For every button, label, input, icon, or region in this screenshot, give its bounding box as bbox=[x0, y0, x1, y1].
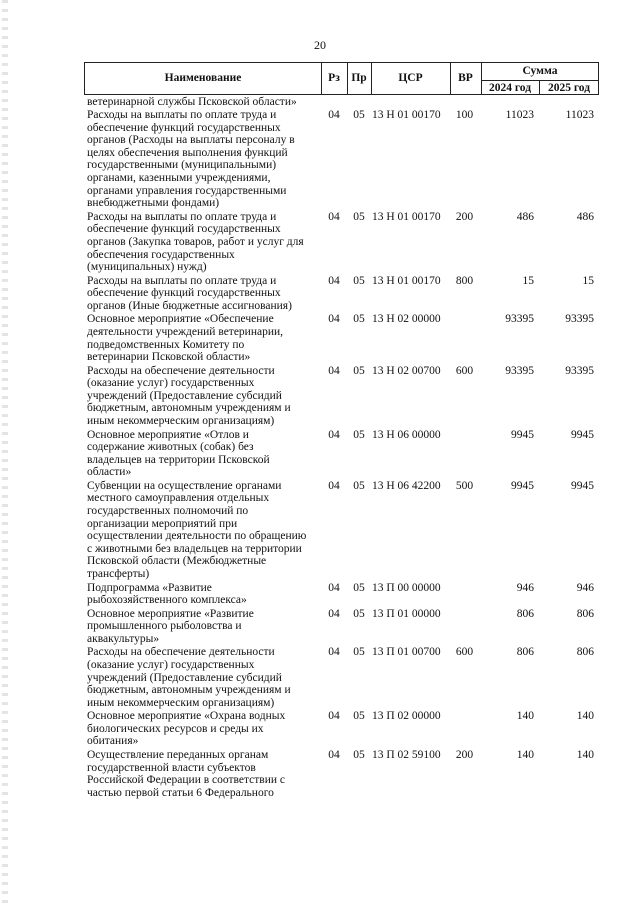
row-pr: 05 bbox=[353, 581, 365, 594]
row-name bbox=[87, 429, 319, 479]
row-sum-2025: 140 bbox=[576, 710, 594, 723]
row-name-line: (оказание услуг) государственных bbox=[87, 377, 255, 390]
row-name-line: органов (Расходы на выплаты персоналу в bbox=[87, 134, 295, 147]
row-name-line: Осуществление переданных органам bbox=[87, 749, 269, 761]
row-sum-2024: 15 bbox=[522, 274, 534, 287]
row-name-line: ветеринарии Псковской области» bbox=[87, 351, 251, 364]
row-name-line: Расходы на выплаты по оплате труда и bbox=[87, 109, 277, 122]
row-name-line: области» bbox=[87, 466, 132, 479]
row-name-line: иным некоммерческим организациям) bbox=[87, 696, 275, 709]
row-rz: 04 bbox=[328, 210, 340, 223]
row-pr: 05 bbox=[353, 210, 365, 223]
table-header bbox=[84, 62, 599, 95]
header-2024: 2024 год bbox=[488, 82, 532, 94]
row-name bbox=[87, 646, 319, 709]
row-name-line: Российской Федерации в соответствии с bbox=[87, 774, 285, 787]
row-sum-2025: 93395 bbox=[565, 364, 594, 377]
row-name-line: Субвенции на осуществление органами bbox=[87, 479, 282, 492]
row-name-line: Расходы на обеспечение деятельности bbox=[87, 364, 275, 377]
row-name-line: аквакультуры» bbox=[87, 632, 160, 645]
row-rz: 04 bbox=[328, 428, 340, 441]
row-pr: 05 bbox=[353, 109, 365, 122]
row-name-line: рыбохозяйственного комплекса» bbox=[87, 594, 247, 607]
row-sum-2024: 806 bbox=[516, 646, 534, 659]
row-csr: 13 П 00 00000 bbox=[372, 581, 441, 594]
row-sum-2025: 140 bbox=[576, 749, 594, 761]
row-name bbox=[87, 313, 319, 363]
row-rz: 04 bbox=[328, 581, 340, 594]
header-pr: Пр bbox=[351, 72, 367, 84]
row-csr: 13 Н 01 00170 bbox=[372, 274, 441, 287]
row-name-line: подведомственных Комитету по bbox=[87, 338, 245, 351]
row-csr: 13 Н 06 00000 bbox=[372, 428, 441, 441]
header-sum: Сумма bbox=[522, 65, 558, 77]
row-pr: 05 bbox=[353, 749, 365, 761]
row-vr: 500 bbox=[455, 479, 474, 492]
row-name bbox=[87, 275, 319, 313]
row-pr: 05 bbox=[353, 313, 365, 326]
row-name-line: обеспечение функций государственных bbox=[87, 223, 281, 236]
row-pr: 05 bbox=[353, 607, 365, 620]
row-vr: 600 bbox=[455, 364, 474, 377]
row-name bbox=[87, 582, 319, 607]
page-number: 20 bbox=[314, 38, 326, 52]
row-sum-2025: 93395 bbox=[565, 313, 594, 326]
row-name bbox=[87, 365, 319, 428]
row-name bbox=[87, 749, 319, 799]
row-sum-2025: 806 bbox=[576, 607, 594, 620]
row-pr: 05 bbox=[353, 274, 365, 287]
row-name bbox=[87, 710, 319, 748]
row-sum-2025: 486 bbox=[576, 210, 594, 223]
row-name-line: Основное мероприятие «Охрана водных bbox=[87, 710, 286, 723]
row-vr: 200 bbox=[455, 749, 474, 761]
row-csr: 13 П 02 59100 bbox=[372, 749, 441, 761]
row-pr: 05 bbox=[353, 646, 365, 659]
row-csr: 13 Н 01 00170 bbox=[372, 109, 441, 122]
row-name-line: ветеринарной службы Псковской области» bbox=[87, 96, 297, 108]
row-name-line: Расходы на выплаты по оплате труда и bbox=[87, 210, 277, 223]
row-name-line: осуществлении деятельности по обращению bbox=[87, 530, 307, 543]
row-rz: 04 bbox=[328, 364, 340, 377]
row-sum-2025: 9945 bbox=[571, 479, 594, 492]
row-rz: 04 bbox=[328, 274, 340, 287]
row-vr: 100 bbox=[455, 109, 474, 122]
row-name-line: частью первой статьи 6 Федерального bbox=[87, 786, 274, 799]
row-name bbox=[87, 211, 319, 274]
row-rz: 04 bbox=[328, 607, 340, 620]
scan-edge bbox=[2, 0, 8, 905]
row-name-line: иным некоммерческим организациям) bbox=[87, 415, 275, 428]
row-name-line: обеспечение функций государственных bbox=[87, 287, 281, 300]
row-sum-2025: 9945 bbox=[571, 428, 594, 441]
row-sum-2024: 9945 bbox=[511, 428, 534, 441]
row-name-line: Подпрограмма «Развитие bbox=[87, 581, 212, 594]
row-name-line: организации мероприятий при bbox=[87, 517, 238, 530]
row-pr: 05 bbox=[353, 364, 365, 377]
row-name-line: бюджетным, автономным учреждениям и bbox=[87, 684, 291, 697]
row-vr: 200 bbox=[455, 210, 474, 223]
row-sum-2025: 946 bbox=[576, 581, 594, 594]
row-name bbox=[87, 109, 319, 210]
row-csr: 13 П 01 00700 bbox=[372, 646, 441, 659]
header-name: Наименование bbox=[164, 72, 242, 84]
row-name-line: внебюджетными фондами) bbox=[87, 197, 220, 210]
row-csr: 13 П 01 00000 bbox=[372, 607, 441, 620]
row-name-line: обеспечения государственных bbox=[87, 248, 235, 261]
row-name-line: обитания» bbox=[87, 735, 139, 748]
row-rz: 04 bbox=[328, 710, 340, 723]
row-csr: 13 Н 02 00000 bbox=[372, 313, 441, 326]
row-name-line: целях обеспечения выполнения функций bbox=[87, 146, 288, 159]
header-csr: ЦСР bbox=[398, 72, 423, 84]
row-name-line: государственных полномочий по bbox=[87, 505, 249, 518]
row-rz: 04 bbox=[328, 749, 340, 761]
row-name-line: органов (Закупка товаров, работ и услуг для bbox=[87, 235, 304, 248]
row-name-line: содержание животных (собак) без bbox=[87, 441, 254, 454]
row-sum-2024: 486 bbox=[516, 210, 534, 223]
row-sum-2024: 806 bbox=[516, 607, 534, 620]
row-rz: 04 bbox=[328, 479, 340, 492]
row-sum-2024: 946 bbox=[516, 581, 534, 594]
row-name-line: органов (Иные бюджетные ассигнования) bbox=[87, 299, 292, 312]
row-csr: 13 Н 02 00700 bbox=[372, 364, 441, 377]
row-sum-2024: 140 bbox=[516, 710, 534, 723]
row-sum-2024: 140 bbox=[516, 749, 534, 761]
row-name-line: с животными без владельцев на территории bbox=[87, 542, 302, 555]
row-sum-2024: 11023 bbox=[505, 109, 534, 122]
row-csr: 13 П 02 00000 bbox=[372, 710, 441, 723]
row-name-line: местного самоуправления отдельных bbox=[87, 492, 270, 505]
header-vr: ВР bbox=[458, 72, 473, 84]
row-name-line: учреждений (Предоставление субсидий bbox=[87, 671, 282, 684]
row-name-line: обеспечение функций государственных bbox=[87, 121, 281, 134]
row-csr: 13 Н 01 00170 bbox=[372, 210, 441, 223]
row-name-line: Основное мероприятие «Развитие bbox=[87, 607, 254, 620]
row-name-line: (муниципальных) нужд) bbox=[87, 261, 207, 274]
header-rz: Рз bbox=[328, 72, 340, 84]
row-sum-2025: 15 bbox=[582, 274, 594, 287]
row-name-line: биологических ресурсов и среды их bbox=[87, 722, 264, 735]
row-name-line: Расходы на выплаты по оплате труда и bbox=[87, 274, 277, 287]
row-pr: 05 bbox=[353, 710, 365, 723]
row-pr: 05 bbox=[353, 479, 365, 492]
row-name-line: (оказание услуг) государственных bbox=[87, 658, 255, 671]
row-name-line: государственными (муниципальными) bbox=[87, 159, 277, 172]
row-name-line: трансферты) bbox=[87, 568, 150, 581]
row-csr: 13 Н 06 42200 bbox=[372, 479, 441, 492]
row-name bbox=[87, 480, 319, 581]
row-name-line: Основное мероприятие «Отлов и bbox=[87, 428, 249, 441]
row-pr: 05 bbox=[353, 428, 365, 441]
row-sum-2025: 806 bbox=[576, 646, 594, 659]
row-name bbox=[87, 608, 319, 646]
row-name-line: владельцев на территории Псковской bbox=[87, 453, 270, 466]
row-name-line: учреждений (Предоставление субсидий bbox=[87, 389, 282, 402]
row-sum-2024: 9945 bbox=[511, 479, 534, 492]
row-sum-2025: 11023 bbox=[565, 109, 594, 122]
row-name-line: бюджетным, автономным учреждениям и bbox=[87, 402, 291, 415]
row-vr: 600 bbox=[455, 646, 474, 659]
row-vr: 800 bbox=[455, 274, 474, 287]
header-2025: 2025 год bbox=[547, 82, 591, 94]
row-name-line: Псковской области (Межбюджетные bbox=[87, 555, 267, 568]
row-name-line: государственной власти субъектов bbox=[87, 761, 256, 774]
row-rz: 04 bbox=[328, 109, 340, 122]
row-sum-2024: 93395 bbox=[505, 364, 534, 377]
row-rz: 04 bbox=[328, 646, 340, 659]
row-name-line: промышленного рыболовства и bbox=[87, 620, 242, 633]
row-name-line: Расходы на обеспечение деятельности bbox=[87, 646, 275, 659]
row-name-line: Основное мероприятие «Обеспечение bbox=[87, 313, 274, 326]
row-name-line: органами, казенными учреждениями, bbox=[87, 172, 271, 185]
row-name bbox=[87, 96, 319, 109]
row-sum-2024: 93395 bbox=[505, 313, 534, 326]
row-rz: 04 bbox=[328, 313, 340, 326]
row-name-line: деятельности учреждений ветеринарии, bbox=[87, 325, 284, 338]
row-name-line: органами управления государственными bbox=[87, 184, 287, 197]
